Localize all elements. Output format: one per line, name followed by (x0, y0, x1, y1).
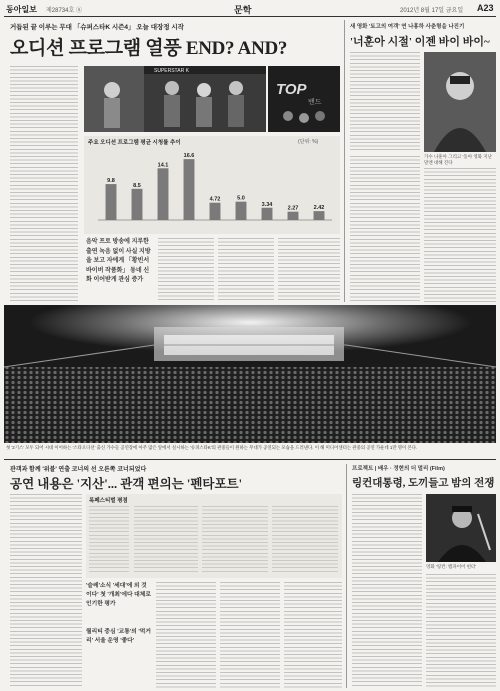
main-body-col5 (278, 238, 340, 300)
photo-concert-crowd (4, 305, 496, 443)
ratings-chart-panel (84, 136, 340, 234)
lower-left-quote1: '슬레'소식 '세대'에 외 것이다' 첫 '개최'에다 대체로 인기한 평가 (86, 583, 151, 607)
lower-left-kicker: 관객과 함께 '위블' 연출 코너의 선 오른쪽 코너되었다 (10, 467, 147, 473)
chart-title: 주요 오디션 프로그램 평균 시청률 추이 (88, 140, 181, 146)
lower-right-body-col2 (426, 574, 496, 688)
page-number: A23 (477, 3, 494, 13)
chart-bar (236, 202, 247, 220)
header-rule (4, 16, 496, 17)
chart-value-label: 16.6 (183, 153, 195, 160)
chart-value-label: 9.8 (107, 178, 115, 185)
chart-value-label: 2.42 (313, 205, 325, 212)
chart-bar (106, 184, 117, 220)
chart-value-label: 2.27 (287, 205, 299, 212)
lower-left-body-col3 (156, 582, 216, 688)
photo-lincoln-film (426, 494, 496, 562)
masthead-brand: 동아일보 (6, 5, 37, 14)
side-headline: '너훈아 시절' 이젠 바이 바이~ (350, 36, 490, 48)
photo-audition-stage (84, 66, 266, 132)
chart-value-label: 8.5 (133, 182, 141, 189)
chart-bar (314, 211, 325, 220)
rating-table-title: 록페스티벌 평점 (89, 498, 128, 504)
singer-photo-caption: 가수 나훈아 그리고 '동아 영화 지난말엔 대해 진다 (424, 154, 492, 165)
chart-bar (158, 168, 169, 220)
concert-photo-caption: 첫 '2기스' 모두 되어 시대 이어하는 '스타오디션' 출신 가수들 공연장에 아주 많은 앞에서 실시하는 '슈퍼스타K'의 관중들이 원하는 무대가 공연되는 모습을 드러낸다. 이 해 미디어센터는 관중의 공연 가운데 1만 명이 본다. (6, 445, 418, 450)
lower-right-body-col1 (352, 494, 422, 688)
side-body-col3 (424, 168, 496, 302)
main-body-col3 (158, 238, 214, 300)
lower-left-quote2: 퀄리티 중심 '교통'의 '먹거리' 서울 운영 '좋다' (86, 629, 151, 644)
lower-left-body-col5 (284, 582, 342, 688)
chart-unit: (단위: %) (298, 139, 319, 145)
lower-right-kicker: 프로젝트 | 배우 · 정현의 더 멀리 (Film) (352, 466, 445, 472)
issue-number: 제28734호 ⑧ (46, 8, 82, 14)
side-body-col2 (350, 156, 420, 302)
side-body-col1 (350, 52, 420, 152)
chart-bar (262, 208, 273, 220)
svg-text:TOP: TOP (276, 81, 307, 98)
chart-bar (210, 203, 221, 220)
photo-singer (424, 52, 496, 152)
issue-date: 2012년 8월 17일 금요일 (400, 8, 464, 14)
chart-value-label: 5.0 (237, 195, 245, 202)
section-name: 문학 (234, 5, 252, 15)
lincoln-photo-caption: 영화 '링컨: 뱀파이어 헌터' (426, 564, 477, 569)
main-pull-quote-box (86, 238, 154, 300)
chart-bar (288, 212, 299, 220)
main-headline: 오디션 프로그램 열풍 END? AND? (10, 38, 288, 59)
chart-value-label: 4.72 (209, 196, 221, 203)
chart-value-label: 14.1 (157, 162, 169, 169)
main-kicker: 거듭된 끝 이루는 무대 「슈퍼스타K 시즌4」 오늘 대장정 시작 (10, 24, 184, 31)
chart-value-label: 3.34 (261, 201, 273, 208)
main-pull-quote: 음악 프로 방송에 지루한 출연 녹음 없이 사실 지방을 보고 자에게 「황빈서바이버 작품화」 동네 신화 이어받게 관심 증가 (86, 239, 151, 283)
main-body-col1 (10, 66, 78, 301)
chart-bar (184, 159, 195, 220)
lower-left-body-col1 (10, 494, 82, 688)
main-body-col4 (218, 238, 274, 300)
ratings-bar-chart (84, 146, 340, 230)
festival-rating-table (86, 494, 342, 578)
svg-text:SUPERSTAR K: SUPERSTAR K (154, 68, 189, 74)
svg-text:밴드: 밴드 (308, 99, 322, 106)
lower-left-headline: 공연 내용은 '지산'... 관객 편의는 '펜타포트' (10, 477, 243, 491)
chart-bar (132, 189, 143, 220)
lower-right-headline: 링컨대통령, 도끼들고 밤의 전쟁 (352, 478, 495, 489)
lower-left-body-col4 (220, 582, 280, 688)
side-kicker: 새 영화 '토고의 여객' 연 나홍하 사춘형을 나진기 (350, 24, 465, 30)
column-divider (344, 20, 345, 302)
photo-top-band (268, 66, 340, 132)
